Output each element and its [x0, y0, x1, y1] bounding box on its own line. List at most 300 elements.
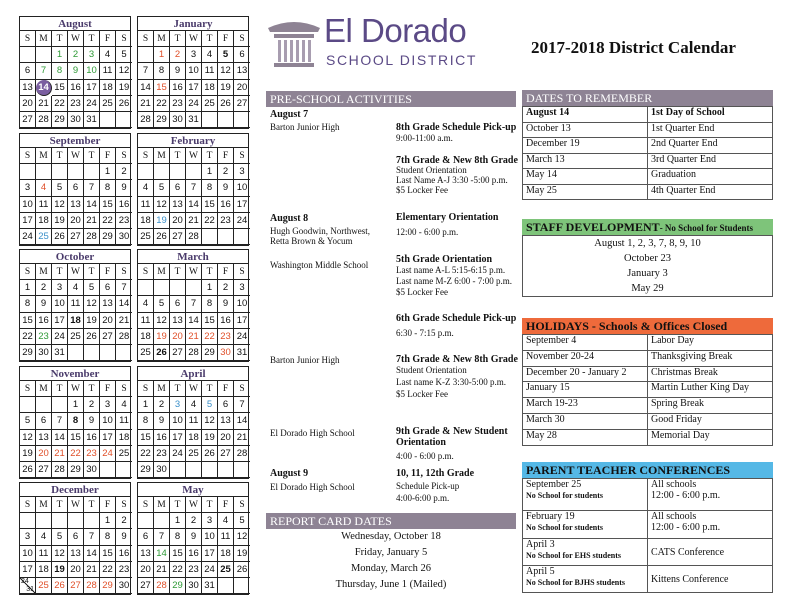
calendar-day: 30 [218, 345, 234, 361]
location: Barton Junior High [270, 355, 340, 365]
calendar-day: 20 [100, 313, 116, 329]
calendar-day: 17 [234, 197, 250, 213]
weekday-header: F [218, 497, 234, 513]
calendar-day: 11 [100, 63, 116, 79]
calendar-day: 25 [138, 229, 154, 245]
calendar-day: 3 [84, 47, 100, 63]
calendar-day: 28 [84, 229, 100, 245]
ptc-date: April 3 [526, 539, 555, 550]
calendar-day: 28 [36, 112, 52, 128]
calendar-day: 30 [170, 112, 186, 128]
calendar-day: 18 [202, 80, 218, 96]
calendar-day: 30 [68, 112, 84, 128]
weekday-header: M [36, 381, 52, 397]
staff-date: October 23 [624, 253, 671, 264]
calendar-day: 15 [20, 313, 36, 329]
calendar-day: 26 [84, 329, 100, 345]
calendar-day: 6 [68, 529, 84, 545]
calendar-day: 4 [68, 280, 84, 296]
calendar-day: 23 [154, 446, 170, 462]
weekday-header: W [186, 497, 202, 513]
calendar-month-title: September [20, 134, 130, 148]
event-cell: Christmas Break [648, 366, 773, 382]
calendar-day [202, 462, 218, 478]
calendar-day: 12 [52, 546, 68, 562]
calendar-day: 29 [100, 578, 116, 594]
calendar-day: 14 [154, 546, 170, 562]
calendar-day: 23 [170, 96, 186, 112]
date-cell: December 19 [523, 138, 648, 154]
report-card-header: REPORT CARD DATES [266, 513, 516, 529]
table-row [523, 511, 773, 539]
calendar-day: 31 [234, 345, 250, 361]
calendar-may [137, 482, 249, 595]
calendar-day: 27 [68, 229, 84, 245]
staff-date: January 3 [627, 268, 668, 279]
calendar-day: 12 [154, 197, 170, 213]
calendar-day: 16 [116, 197, 132, 213]
calendar-day [20, 513, 36, 529]
staff-title: STAFF DEVELOPMENT [526, 220, 660, 234]
calendar-day: 1 [100, 164, 116, 180]
calendar-day: 7 [154, 529, 170, 545]
calendar-day: 28 [84, 578, 100, 594]
calendar-day: 14 [138, 80, 154, 96]
event-time: 9:00-11:00 a.m. [396, 133, 453, 143]
calendar-day: 8 [100, 180, 116, 196]
calendar-day [20, 47, 36, 63]
holidays-table [522, 334, 773, 446]
weekday-header: T [202, 31, 218, 47]
calendar-day: 11 [138, 197, 154, 213]
ptc-note: No School for students [526, 523, 603, 532]
calendar-day: 17 [186, 80, 202, 96]
calendar-day: 4 [36, 180, 52, 196]
date-cell: November 20-24 [523, 350, 648, 366]
dates-to-remember-header: DATES TO REMEMBER [522, 90, 773, 106]
weekday-header: F [100, 497, 116, 513]
weekday-header: M [36, 31, 52, 47]
calendar-day: 21 [186, 213, 202, 229]
calendar-september [19, 133, 131, 246]
calendar-day: 23 [218, 329, 234, 345]
calendar-day: 18 [186, 430, 202, 446]
weekday-header: S [20, 264, 36, 280]
calendar-day: 4 [218, 513, 234, 529]
calendar-day: 3 [234, 280, 250, 296]
calendar-day: 30 [154, 462, 170, 478]
calendar-day: 18 [100, 80, 116, 96]
calendar-day: 28 [138, 112, 154, 128]
calendar-day: 19 [234, 546, 250, 562]
calendar-day: 2 [170, 47, 186, 63]
calendar-day: 11 [36, 197, 52, 213]
ptc-date: February 19 [526, 511, 575, 522]
event-detail: Schedule Pick-up [396, 481, 460, 491]
calendar-day [218, 112, 234, 128]
calendar-day: 13 [68, 546, 84, 562]
calendar-day: 25 [218, 562, 234, 578]
weekday-header: T [52, 497, 68, 513]
calendar-day [68, 345, 84, 361]
calendar-day: 14 [84, 197, 100, 213]
date-label: August 9 [270, 468, 309, 479]
table-row [523, 539, 773, 566]
calendar-day: 6 [170, 296, 186, 312]
calendar-day: 31 [84, 112, 100, 128]
calendar-day: 8 [138, 413, 154, 429]
calendar-day: 5 [116, 47, 132, 63]
weekday-header: M [154, 148, 170, 164]
calendar-day: 12 [20, 430, 36, 446]
weekday-header: T [84, 497, 100, 513]
location: El Dorado High School [270, 482, 355, 492]
calendar-day: 27 [138, 578, 154, 594]
calendar-day: 19 [84, 313, 100, 329]
table-row [523, 413, 773, 429]
calendar-day: 23 [84, 446, 100, 462]
weekday-header: T [170, 31, 186, 47]
event-title: 8th Grade Schedule Pick-up [396, 122, 517, 133]
calendar-day: 1 [52, 47, 68, 63]
ptc-note: No School for students [526, 491, 603, 500]
calendar-day: 28 [186, 229, 202, 245]
date-cell: March 30 [523, 413, 648, 429]
calendar-day: 11 [36, 546, 52, 562]
calendar-day: 8 [52, 63, 68, 79]
calendar-day: 23 [68, 96, 84, 112]
calendar-day: 29 [170, 578, 186, 594]
calendar-day: 12 [234, 529, 250, 545]
calendar-day: 29 [52, 112, 68, 128]
calendar-day: 14 [52, 430, 68, 446]
calendar-day: 30 [116, 229, 132, 245]
ptc-date: April 5 [526, 566, 555, 577]
calendar-day: 7 [84, 180, 100, 196]
ptc-header: PARENT TEACHER CONFERENCES [522, 462, 773, 478]
calendar-day [100, 345, 116, 361]
event-detail: $5 Locker Fee [396, 185, 448, 195]
calendar-day: 1 [154, 47, 170, 63]
event-title: 10, 11, 12th Grade [396, 468, 475, 479]
calendar-day: 5 [154, 296, 170, 312]
logo-subtitle: SCHOOL DISTRICT [326, 52, 478, 68]
calendar-day: 18 [138, 329, 154, 345]
dates-to-remember-table [522, 106, 773, 200]
weekday-header: S [234, 148, 250, 164]
pillar-icon [266, 18, 322, 68]
location: Washington Middle School [270, 260, 369, 270]
calendar-day [100, 112, 116, 128]
table-row [523, 153, 773, 169]
calendar-day: 24 [234, 213, 250, 229]
calendar-day: 22 [52, 96, 68, 112]
calendar-day: 26 [52, 578, 68, 594]
weekday-header: S [234, 31, 250, 47]
date-cell: May 25 [523, 184, 648, 200]
calendar-day: 24 [234, 329, 250, 345]
calendar-day: 16 [218, 313, 234, 329]
calendar-february [137, 133, 249, 246]
calendar-day: 25 [138, 345, 154, 361]
calendar-day: 7 [186, 180, 202, 196]
calendar-november [19, 366, 131, 479]
event-detail: $5 Locker Fee [396, 389, 448, 399]
calendar-day [68, 164, 84, 180]
calendar-day: 15 [154, 80, 170, 96]
calendar-month-title: April [138, 367, 248, 381]
table-row [523, 169, 773, 185]
calendar-day: 22 [20, 329, 36, 345]
calendar-day: 8 [154, 63, 170, 79]
calendar-day: 4 [186, 397, 202, 413]
report-card-date: Friday, January 5 [354, 547, 428, 558]
calendar-day: 17 [84, 80, 100, 96]
calendar-day [36, 513, 52, 529]
calendar-day: 10 [52, 296, 68, 312]
calendar-day: 10 [170, 413, 186, 429]
calendar-day [68, 513, 84, 529]
weekday-header: S [116, 497, 132, 513]
weekday-header: T [202, 381, 218, 397]
calendar-day: 20 [218, 430, 234, 446]
calendar-grid [138, 264, 248, 361]
event-time: 4:00 - 6:00 p.m. [396, 451, 454, 461]
calendar-day: 19 [154, 213, 170, 229]
weekday-header: T [202, 497, 218, 513]
calendar-grid [20, 497, 130, 594]
event-title: 7th Grade & New 8th Grade [396, 354, 518, 365]
weekday-header: F [100, 264, 116, 280]
calendar-day: 9 [218, 180, 234, 196]
location: Hugh Goodwin, Northwest, Retta Brown & Yocum [270, 226, 370, 246]
calendar-day: 24 [170, 446, 186, 462]
calendar-day: 11 [116, 413, 132, 429]
event-cell: 1st Day of School [648, 107, 773, 123]
calendar-day [20, 397, 36, 413]
weekday-header: T [170, 497, 186, 513]
calendar-day: 27 [100, 329, 116, 345]
calendar-day: 15 [100, 546, 116, 562]
weekday-header: W [68, 148, 84, 164]
event-title: 6th Grade Schedule Pick-up [396, 313, 517, 324]
report-card-date: Thursday, June 1 (Mailed) [335, 579, 447, 590]
calendar-day: 2 [154, 397, 170, 413]
weekday-header: T [170, 148, 186, 164]
weekday-header: W [68, 31, 84, 47]
calendar-day: 16 [186, 546, 202, 562]
ptc-detail: CATS Conference [651, 546, 725, 558]
calendar-day: 24 31 [21, 577, 34, 593]
calendar-day: 17 [234, 313, 250, 329]
calendar-day: 28 [52, 462, 68, 478]
calendar-day: 26 [154, 229, 170, 245]
calendar-day: 11 [186, 413, 202, 429]
event-cell: Spring Break [648, 398, 773, 414]
ptc-note: No School for BJHS students [526, 578, 625, 587]
calendar-day: 2 [116, 513, 132, 529]
staff-development-header [522, 219, 773, 235]
weekday-header: T [170, 381, 186, 397]
calendar-day: 20 [138, 562, 154, 578]
calendar-day: 4 [116, 397, 132, 413]
calendar-day: 25 [186, 446, 202, 462]
calendar-day: 9 [154, 413, 170, 429]
calendar-day: 7 [52, 413, 68, 429]
calendar-day: 16 [116, 546, 132, 562]
report-card-date: Wednesday, October 18 [341, 531, 441, 542]
calendar-day: 21 [52, 446, 68, 462]
weekday-header: S [234, 381, 250, 397]
calendar-day [186, 462, 202, 478]
calendar-day: 9 [186, 529, 202, 545]
weekday-header: F [100, 381, 116, 397]
weekday-header: S [116, 31, 132, 47]
calendar-day: 22 [202, 213, 218, 229]
calendar-day: 6 [68, 180, 84, 196]
event-cell: 2nd Quarter End [648, 138, 773, 154]
weekday-header: T [52, 264, 68, 280]
calendar-day: 30 [36, 345, 52, 361]
calendar-month-title: May [138, 483, 248, 497]
calendar-day: 17 [20, 213, 36, 229]
calendar-day: 16 [68, 80, 84, 96]
calendar-day: 30 [116, 578, 132, 594]
calendar-august [19, 16, 131, 129]
calendar-day: 27 [218, 446, 234, 462]
calendar-january [137, 16, 249, 129]
calendar-day [36, 47, 52, 63]
calendar-day: 24 [52, 329, 68, 345]
calendar-day: 19 [52, 213, 68, 229]
calendar-day: 15 [202, 197, 218, 213]
calendar-day: 29 [202, 345, 218, 361]
calendar-day: 19 [20, 446, 36, 462]
calendar-day: 26 [116, 96, 132, 112]
calendar-day: 11 [218, 529, 234, 545]
calendar-day: 6 [100, 280, 116, 296]
table-row [523, 398, 773, 414]
ptc-detail: All schools [651, 511, 697, 522]
calendar-day: 10 [100, 413, 116, 429]
calendar-day: 16 [170, 80, 186, 96]
calendar-day: 7 [138, 63, 154, 79]
calendar-day: 22 [154, 96, 170, 112]
calendar-day: 26 [154, 345, 170, 361]
weekday-header: M [154, 497, 170, 513]
location: El Dorado High School [270, 428, 355, 438]
calendar-day: 24 [84, 96, 100, 112]
calendar-day [116, 345, 132, 361]
calendar-day: 9 [170, 63, 186, 79]
date-cell: January 15 [523, 382, 648, 398]
weekday-header: F [100, 31, 116, 47]
weekday-header: T [52, 31, 68, 47]
calendar-day: 26 [20, 462, 36, 478]
weekday-header: T [84, 31, 100, 47]
calendar-day: 13 [234, 63, 250, 79]
calendar-day: 29 [68, 462, 84, 478]
ptc-time: 12:00 - 6:00 p.m. [651, 522, 721, 533]
calendar-day: 4 [202, 47, 218, 63]
calendar-day: 31 [202, 578, 218, 594]
date-cell: May 28 [523, 429, 648, 445]
calendar-day: 3 [186, 47, 202, 63]
calendar-day [170, 280, 186, 296]
calendar-day [52, 164, 68, 180]
calendar-day [186, 164, 202, 180]
calendar-day: 23 [116, 213, 132, 229]
date-cell: May 14 [523, 169, 648, 185]
calendar-day [202, 229, 218, 245]
table-row [523, 350, 773, 366]
calendar-day: 16 [36, 313, 52, 329]
calendar-day [170, 462, 186, 478]
holidays-header: HOLIDAYS - Schools & Offices Closed [522, 318, 773, 334]
weekday-header: W [186, 264, 202, 280]
calendar-day [84, 164, 100, 180]
weekday-header: S [234, 264, 250, 280]
calendar-day: 16 [154, 430, 170, 446]
calendar-day: 9 [218, 296, 234, 312]
staff-development-box [522, 235, 773, 297]
calendar-grid [138, 31, 248, 128]
calendar-day: 9 [68, 63, 84, 79]
calendar-day: 19 [52, 562, 68, 578]
calendar-day: 15 [138, 430, 154, 446]
calendar-day: 24 [100, 446, 116, 462]
calendar-grid [20, 31, 130, 128]
date-cell: August 14 [523, 107, 648, 123]
calendar-day: 10 [202, 529, 218, 545]
weekday-header: T [202, 264, 218, 280]
calendar-day: 5 [234, 513, 250, 529]
calendar-day: 26 [218, 96, 234, 112]
calendar-day: 26 [234, 562, 250, 578]
event-title: 5th Grade Orientation [396, 254, 493, 265]
calendar-day: 13 [36, 430, 52, 446]
calendar-day: 7 [186, 296, 202, 312]
calendar-day: 1 [170, 513, 186, 529]
calendar-day: 21 [84, 213, 100, 229]
staff-date: May 29 [631, 283, 664, 294]
calendar-day: 7 [84, 529, 100, 545]
calendar-day: 14 [186, 197, 202, 213]
ptc-date: September 25 [526, 479, 582, 490]
weekday-header: W [68, 381, 84, 397]
calendar-day: 8 [202, 180, 218, 196]
table-row [523, 366, 773, 382]
date-cell: December 20 - January 2 [523, 366, 648, 382]
calendar-day: 15 [68, 430, 84, 446]
event-detail: Last name A-L 5:15-6:15 p.m. [396, 265, 506, 275]
calendar-day: 30 [186, 578, 202, 594]
calendar-day: 1 [138, 397, 154, 413]
calendar-day: 28 [116, 329, 132, 345]
weekday-header: W [186, 381, 202, 397]
calendar-day [36, 397, 52, 413]
calendar-day: 1 [100, 513, 116, 529]
calendar-day: 27 [20, 112, 36, 128]
calendar-day: 18 [116, 430, 132, 446]
calendar-day: 5 [52, 529, 68, 545]
calendar-day: 1 [20, 280, 36, 296]
event-detail: Student Orientation [396, 165, 467, 175]
calendar-day [234, 112, 250, 128]
calendar-day: 2 [186, 513, 202, 529]
ptc-time: 12:00 - 6:00 p.m. [651, 490, 721, 501]
calendar-day: 6 [20, 63, 36, 79]
